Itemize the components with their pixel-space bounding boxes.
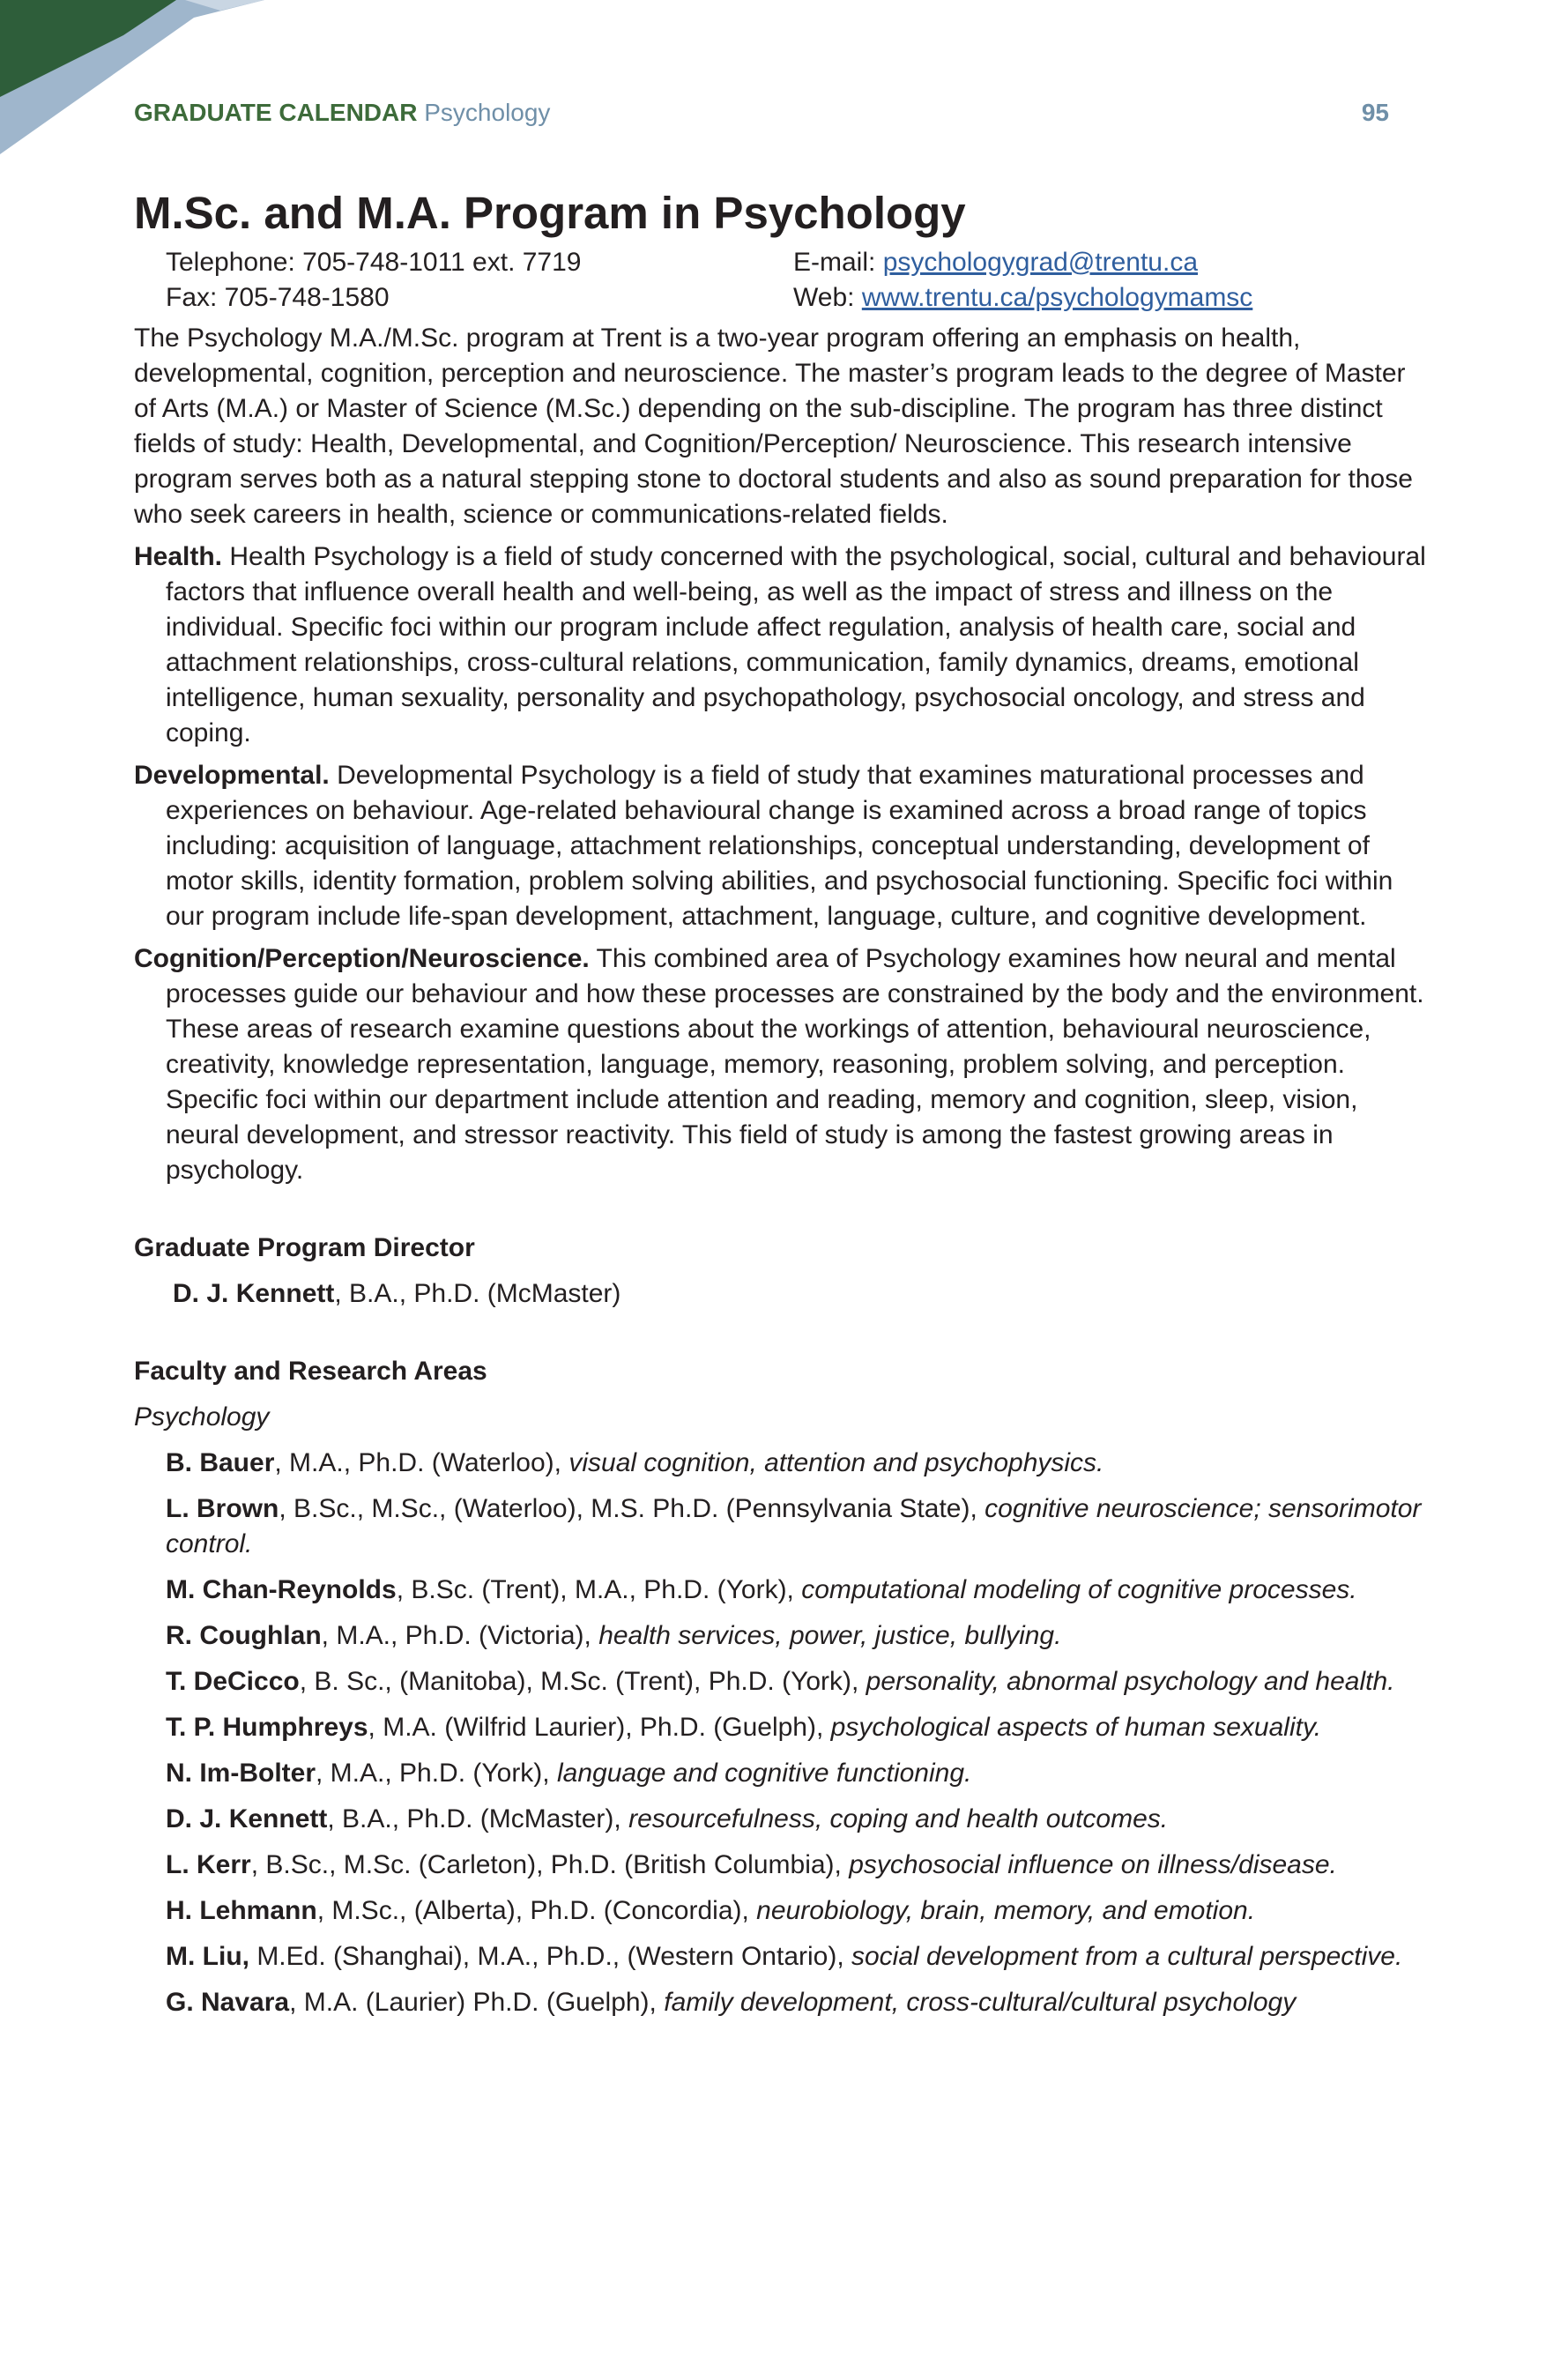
faculty-member xyxy=(166,1446,1430,1481)
faculty-credentials: , B.Sc., M.Sc. (Carleton), Ph.D. (British Columbia), xyxy=(250,1850,850,1879)
faculty-member xyxy=(166,1491,1430,1562)
faculty-member xyxy=(166,1573,1430,1608)
field-text: Health Psychology is a field of study concerned with the psychological, social, cultural and behavioural factors that influence overall health and well-being, as well as the impact of stress and illness on the individual. Specific foci within our program include affect regulation, analysis of health care, social and attachment relationships, cross-cultural relations, communication, family dynamics, dreams, emotional intelligence, human sexuality, personality and psychopathology, psychosocial oncology, and stress and coping. xyxy=(166,542,1426,747)
faculty-name: B. Bauer xyxy=(166,1448,275,1477)
web-line xyxy=(793,280,1430,316)
faculty-name: N. Im-Bolter xyxy=(166,1759,316,1788)
field-heading: Developmental. xyxy=(134,761,330,790)
field-heading: Cognition/Perception/Neuroscience. xyxy=(134,944,590,973)
faculty-name: H. Lehmann xyxy=(166,1896,317,1925)
faculty-research-area: personality, abnormal psychology and health. xyxy=(866,1667,1395,1696)
field-developmental xyxy=(134,758,1430,934)
faculty-name: L. Kerr xyxy=(166,1850,251,1879)
email-label: E-mail: xyxy=(793,248,883,277)
faculty-credentials: , M.A., Ph.D. (Waterloo), xyxy=(274,1448,569,1477)
faculty-heading: Faculty and Research Areas xyxy=(134,1357,487,1386)
faculty-member xyxy=(166,1756,1430,1791)
faculty-credentials: , M.Sc., (Alberta), Ph.D. (Concordia), xyxy=(316,1896,757,1925)
faculty-name: T. P. Humphreys xyxy=(166,1713,368,1742)
faculty-member xyxy=(166,1618,1430,1654)
web-link[interactable]: www.trentu.ca/psychologymamsc xyxy=(861,283,1253,312)
faculty-research-area: cognitive neuroscience; sensorimotor control. xyxy=(166,1494,1422,1558)
page-content xyxy=(134,187,1430,2031)
faculty-member xyxy=(166,1664,1430,1699)
director-entry xyxy=(173,1276,1430,1312)
field-heading: Health. xyxy=(134,542,223,571)
director-heading: Graduate Program Director xyxy=(134,1233,475,1262)
faculty-research-area: resourcefulness, coping and health outcomes. xyxy=(628,1804,1169,1833)
faculty-member xyxy=(166,1710,1430,1745)
faculty-list xyxy=(166,1446,1430,2020)
faculty-member xyxy=(166,1802,1430,1837)
fax: Fax: 705-748-1580 xyxy=(166,283,390,312)
faculty-name: D. J. Kennett xyxy=(166,1804,328,1833)
faculty-credentials: , M.A. (Wilfrid Laurier), Ph.D. (Guelph), xyxy=(368,1713,831,1742)
field-health xyxy=(134,539,1430,751)
web-label: Web: xyxy=(793,283,862,312)
department-label: Psychology xyxy=(424,99,551,126)
faculty-research-area: neurobiology, brain, memory, and emotion. xyxy=(756,1896,1256,1925)
faculty-research-area: health services, power, justice, bullying. xyxy=(598,1621,1062,1650)
field-text: Developmental Psychology is a field of study that examines maturational processes and experiences on behaviour. Age-related behavioural change is examined across a broad range of topics including: acquisition of language, attachment relationships, conceptual understanding, development of motor skills, identity formation, problem solving abilities, and psychosocial functioning. Specific foci within our program include life-span development, attachment, language, culture, and cognitive development. xyxy=(166,761,1393,931)
faculty-subheading: Psychology xyxy=(134,1402,270,1432)
telephone: Telephone: 705-748-1011 ext. 7719 xyxy=(166,248,582,277)
page-title: M.Sc. and M.A. Program in Psychology xyxy=(134,188,966,238)
faculty-research-area: psychological aspects of human sexuality. xyxy=(830,1713,1322,1742)
corner-decoration xyxy=(0,0,264,176)
director-name: D. J. Kennett xyxy=(173,1279,335,1308)
running-header xyxy=(134,99,1389,134)
intro-paragraph: The Psychology M.A./M.Sc. program at Trent is a two-year program offering an emphasis on health, developmental, cognition, perception and neuroscience. The master’s program leads to the degree of Master of Arts (M.A.) or Master of Science (M.Sc.) depending on the sub-discipline. The program has three distinct fields of study: Health, Developmental, and Cognition/Perception/ Neuroscience. This research intensive program serves both as a natural stepping stone to doctoral students and also as sound preparation for those who seek careers in health, science or communications-related fields. xyxy=(134,324,1413,529)
faculty-credentials: , B.Sc. (Trent), M.A., Ph.D. (York), xyxy=(396,1575,802,1604)
faculty-name: M. Liu, xyxy=(166,1942,249,1971)
page-number: 95 xyxy=(1361,99,1389,126)
faculty-name: L. Brown xyxy=(166,1494,279,1523)
faculty-member xyxy=(166,1939,1430,1975)
faculty-name: T. DeCicco xyxy=(166,1667,300,1696)
field-text: This combined area of Psychology examines how neural and mental processes guide our behaviour and how these processes are constrained by the body and the environment. These areas of research examine questions about the workings of attention, behavioural neuroscience, creativity, knowledge representation, language, memory, reasoning, problem solving, and perception. Specific foci within our department include attention and reading, memory and cognition, sleep, vision, neural development, and stressor reactivity. This field of study is among the fastest growing areas in psychology. xyxy=(166,944,1424,1185)
faculty-credentials: , B. Sc., (Manitoba), M.Sc. (Trent), Ph.D. (York), xyxy=(299,1667,866,1696)
email-line xyxy=(793,245,1430,280)
faculty-name: M. Chan-Reynolds xyxy=(166,1575,397,1604)
faculty-credentials: , B.A., Ph.D. (McMaster), xyxy=(327,1804,629,1833)
contact-block xyxy=(166,245,1430,316)
faculty-name: R. Coughlan xyxy=(166,1621,322,1650)
faculty-credentials: , B.Sc., M.Sc., (Waterloo), M.S. Ph.D. (Pennsylvania State), xyxy=(279,1494,985,1523)
faculty-research-area: family development, cross-cultural/cultural psychology xyxy=(664,1988,1297,2017)
faculty-credentials: , M.A., Ph.D. (Victoria), xyxy=(321,1621,599,1650)
faculty-research-area: social development from a cultural perspective. xyxy=(851,1942,1403,1971)
director-credentials: , B.A., Ph.D. (McMaster) xyxy=(334,1279,621,1308)
faculty-name: G. Navara xyxy=(166,1988,290,2017)
email-link[interactable]: psychologygrad@trentu.ca xyxy=(882,248,1199,277)
faculty-member xyxy=(166,1985,1430,2020)
calendar-label: GRADUATE CALENDAR xyxy=(134,99,418,126)
faculty-research-area: language and cognitive functioning. xyxy=(556,1759,972,1788)
field-cognition xyxy=(134,941,1430,1188)
faculty-credentials: , M.A., Ph.D. (York), xyxy=(316,1759,557,1788)
faculty-research-area: computational modeling of cognitive processes. xyxy=(801,1575,1357,1604)
faculty-research-area: psychosocial influence on illness/disease. xyxy=(849,1850,1337,1879)
faculty-credentials: M.Ed. (Shanghai), M.A., Ph.D., (Western Ontario), xyxy=(249,1942,851,1971)
faculty-research-area: visual cognition, attention and psychophysics. xyxy=(568,1448,1104,1477)
faculty-member xyxy=(166,1893,1430,1929)
faculty-member xyxy=(166,1848,1430,1883)
faculty-credentials: , M.A. (Laurier) Ph.D. (Guelph), xyxy=(289,1988,665,2017)
